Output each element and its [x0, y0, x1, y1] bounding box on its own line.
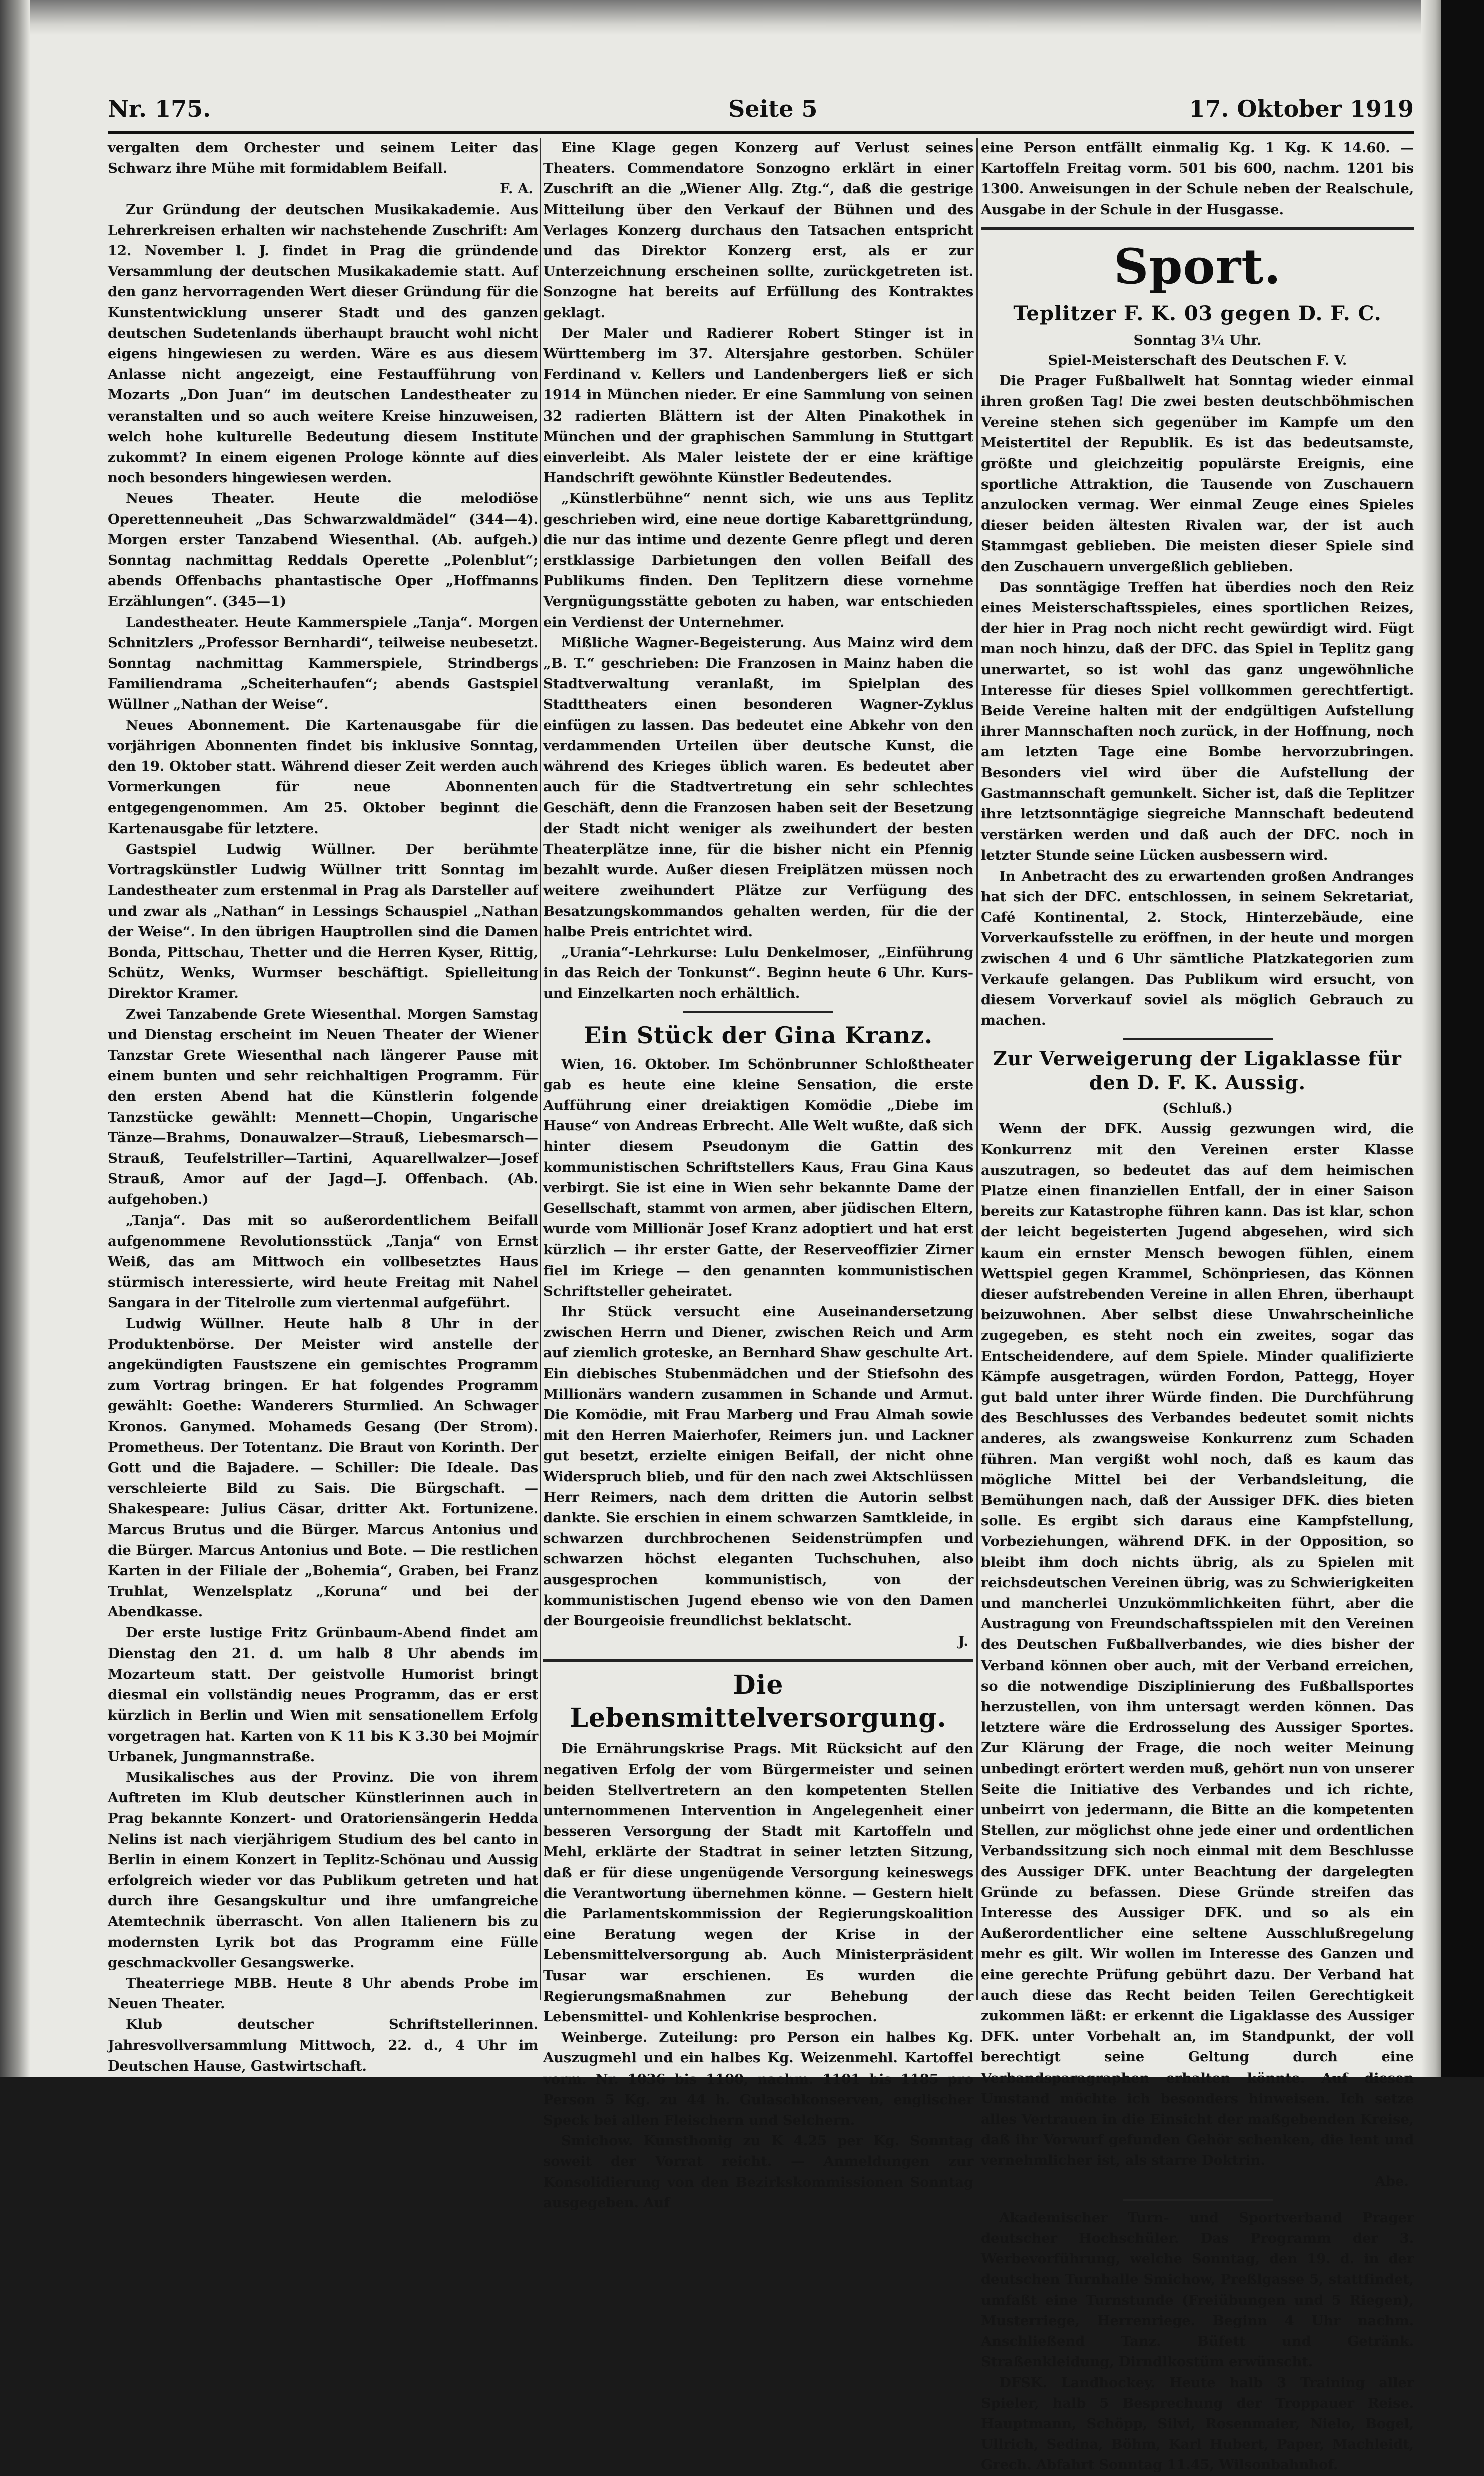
page-number: Seite 5 — [728, 95, 818, 122]
author-signature: Abe. — [1375, 2173, 1409, 2189]
article-paragraph: Das sonntägige Treffen hat überdies noch den Reiz eines Meisterschaftsspieles, eines sportlichen Reizes, der hier in Prag noch nicht recht gewürdigt wird. Fügt man noch hinzu, daß der DFC. das Spiel in Teplitz gang unerwartet, so ist wohl das ganz ungewöhnliche Interesse für dieses Spiel vollkommen gerechtfertigt. Beide Vereine halten mit der endgültigen Aufstellung ihrer Mannschaften noch zurück, in der Hoffnung, noch am letzten Tage eine Bombe hervorzubringen. Besonders viel wird über die Aufstellung der Gastmannschaft gemunkelt. Sicher ist, daß die Teplitzer ihre letztsonntägige siegreiche Mannschaft bedeutend verstärken werden und daß auch der DFC. noch in letzter Stunde seine Lücken ausbessern wird. — [981, 579, 1414, 864]
separator-rule — [981, 227, 1414, 230]
article-subtitle: (Schluß.) — [1162, 1101, 1233, 1117]
article-subtitle: Spiel-Meisterschaft des Deutschen F. V. — [1048, 352, 1347, 368]
news-item: Klub deutscher Schriftstellerinnen. Jahresvollversammlung Mittwoch, 22. d., 4 Uhr im Deutschen Hause, Gastwirtschaft. — [108, 2016, 538, 2074]
news-item: „Urania“-Lehrkurse: Lulu Denkelmoser, „Einführung in das Reich der Tonkunst“. Beginn heute 6 Uhr. Kurs- und Einzelkarten noch erhältlich. — [543, 944, 973, 1002]
article-paragraph: Ihr Stück versucht eine Auseinandersetzung zwischen Herrn und Diener, zwischen Reich und Arm auf ziemlich groteske, an Bernhard Shaw geschulte Art. Ein diebisches Stubenmädchen und der Stiefsohn des Millionärs wandern zusammen in Schande und Armut. Die Komödie, mit Frau Marberg und Frau Almah sowie mit den Herren Maierhofer, Reimers jun. und Lackner gut besetzt, erzielte einigen Beifall, der nicht ohne Widerspruch blieb, und für den nach zwei Aktschlüssen Herr Reimers, nach dem dritten die Autorin selbst dankte. Sie erschien in einem schwarzen Samtkleide, in schwarzen durchbrochenen Seidenstrümpfen und schwarzen höchst eleganten Tuchschuhen, also ausgesprochen kommunistisch, von der kommunistischen Jugend ebenso wie von den Damen der Bourgeoisie freundlichst beklatscht. — [543, 1303, 973, 1629]
separator-rule — [543, 1659, 973, 1662]
news-item: Theaterriege MBB. Heute 8 Uhr abends Probe im Neuen Theater. — [108, 1975, 538, 2012]
article-headline: Zur Verweigerung der Ligaklasse für den D. F. K. Aussig. — [993, 1047, 1402, 1094]
scan-edge-right — [1441, 0, 1484, 2077]
article-paragraph: Wenn der DFK. Aussig gezwungen wird, die Konkurrenz mit den Vereinen erster Klasse auszutragen, so bedeutet das auf dem heimischen Platze einen finanziellen Entfall, der in einer Saison bereits zur Katastrophe führen kann. Das ist klar, schon der leicht begeisterten Jugend abgesehen, wird sich kaum ein ernster Mensch bewogen fühlen, einem Wettspiel gegen Krammel, Schönpriesen, das Können dieser aufstrebenden Vereine in allen Ehren, überhaupt beizuwohnen. Aber selbst diese Unwahrscheinliche zugegeben, es steht noch ein zweites, sogar das Entscheidendere, auf dem Spiele. Minder qualifizierte Kämpfe ausgetragen, würden Fordon, Pattegg, Hoyer gut bald unter ihrer Würde finden. Die Durchführung des Beschlusses des Verbandes bedeutet somit nichts anderes, als zwangsweise Konkurrenz zum Schaden führen. Man vergißt wohl noch, daß es kaum das mögliche Mittel bei der Verbandsleitung, die Bemühungen nach, daß der Aussiger DFK. dies bieten solle. Es ergibt sich daraus eine Kampfstellung, Vorbeziehungen, während DFK. in der Opposition, so bleibt ihm doch nichts übrig, als zu Spielen mit reichsdeutschen Vereinen übrig, was zu Schwierigkeiten und mancherlei Unzukömmlichkeiten führt, aber die Austragung von Freundschaftsspielen mit den Vereinen des Deutschen Fußballverbandes, wie dies bisher der Verband können ober auch, mit der Verband erreichen, so die notwendige Disziplinierung des Fußballsportes herzustellen, von ihm untersagt werden können. Das letztere wäre die Erdrosselung des Aussiger Sportes. Zur Klärung der Frage, die noch weiter Meinung unbedingt erörtert werden muß, gehört nun von unserer Seite die Initiative des Verbandes und ich richte, unbeirrt von jedermann, die Bitte an die kompetenten Stellen, zur möglichst ohne jede einer und ordentlichen Verbandssitzung sich noch einmal mit dem Beschlusse des Aussiger DFK. unter Beachtung der dargelegten Gründe zu befassen. Diese Gründe streifen das Interesse des Aussiger DFK. und so als ein Außerordentlicher eine seltene Ausschlußregelung mehr es gilt. Wir wollen im Interesse des Ganzen und eine gerechte Prüfung gebührt dazu. Der Verband hat auch diese das Recht beiden Teilen Gerechtigkeit zukommen läßt: er erkennt die Ligaklasse des Aussiger DFK. unter Vorbehalt an, im Standpunkt, der voll berechtigt seine Geltung durch eine Verbandsparagraphen erhalten könnte. Auf diesen Umstand möchte ich besonders hinweisen. Ich setze alles Vertrauen in die Einsicht der maßgebenden Kreise, daß ihr Vorwurf gefunden Gehör schenken, die lent und vernehmlicher ist, als starre Doktrin. — [981, 1121, 1414, 2169]
news-item: Neues Theater. Heute die melodiöse Operettenneuheit „Das Schwarzwaldmädel“ (344—4). Morgen erster Tanzabend Wiesenthal. (Ab. aufgeh.) Sonntag nachmittag Reddals Operette „Polenblut“; abends Offenbachs phantastische Oper „Hoffmanns Erzählungen“. (345—1) — [108, 490, 538, 610]
column-divider — [540, 138, 541, 2000]
page-header — [108, 95, 1414, 130]
news-item: Der Maler und Radierer Robert Stinger ist in Württemberg im 37. Altersjahre gestorben. Schüler Ferdinand v. Kellers und Landenbergers ließ er sich 1914 in München nieder. Er eine Sammlung von seinen 32 radierten Blättern ist der Alten Pinakothek in München und der graphischen Sammlung in Stuttgart einverleibt. Als Maler leistete der er eine kräftige Handschrift gewöhnte Künstler Bedeutendes. — [543, 325, 973, 486]
column-1 — [108, 138, 538, 2074]
scan-edge-top — [0, 0, 1484, 35]
article-paragraph: Smichow. Kunsthonig zu K 4.25 per Kg. Sonntag soweit der Vorrat reicht. — Anmeldungen zur Konsolidierung von den Bezirkskommissionen Sonntag ausgegeben. Auf — [543, 2133, 973, 2211]
news-item: Mißliche Wagner-Begeisterung. Aus Mainz wird dem „B. T.“ geschrieben: Die Franzosen in Mainz haben die Stadtverwaltung veranlaßt, im Spielplan des Stadttheaters einen besonderen Wagner-Zyklus einfügen zu lassen. Das bedeutet eine Abkehr von den verdammenden Urteilen über deutsche Kunst, die während des Krieges üblich waren. Es bedeutet aber auch für die Stadtvertretung ein sehr schlechtes Geschäft, denn die Franzosen haben seit der Besetzung der Stadt nicht weniger als zweihundert der besten Theaterplätze inne, für die bisher nicht ein Pfennig bezahlt wurde. Außer diesen Freiplätzen müssen noch weitere zweihundert Plätze zur Verfügung des Besatzungskommandos gehalten werden, für die der halbe Preis entrichtet wird. — [543, 634, 973, 940]
news-item: Gastspiel Ludwig Wüllner. Der berühmte Vortragskünstler Ludwig Wüllner tritt Sonntag im Landestheater zum erstenmal in Prag als Darsteller auf und zwar als „Nathan“ in Lessings Schauspiel „Nathan der Weise“. In den übrigen Hauptrollen sind die Damen Bonda, Pittschau, Thetter und die Herren Kyser, Rittig, Schütz, Wenks, Wurmser beschäftigt. Spielleitung Direktor Kramer. — [108, 841, 538, 1002]
news-item: Neues Abonnement. Die Kartenausgabe für die vorjährigen Abonnenten findet bis inklusive Sonntag, den 19. Oktober statt. Während dieser Zeit werden auch Vormerkungen für neue Abonnenten entgegengenommen. Am 25. Oktober beginnt die Kartenausgabe für letztere. — [108, 717, 538, 837]
news-item: „Tanja“. Das mit so außerordentlichem Beifall aufgenommene Revolutionsstück „Tanja“ von Ernst Weiß, das am Mittwoch ein vollbesetztes Haus stürmisch interessierte, wird heute Freitag mit Nahel Sangara in der Titelrolle zum viertenmal aufgeführt. — [108, 1212, 538, 1311]
author-signature: J. — [958, 1633, 968, 1650]
news-item: Zur Gründung der deutschen Musikakademie. Aus Lehrerkreisen erhalten wir nachstehende Zuschrift: Am 12. November l. J. findet in Prag die gründende Versammlung der deutschen Musikakademie statt. Auf den ganz hervorragenden Wert dieser Gründung für die Kunstentwicklung unserer Stadt und des ganzen deutschen Sudetenlands überhaupt braucht wohl nicht eigens hingewiesen zu werden. Wäre es aus diesem Anlasse nicht angezeigt, eine Festaufführung von Mozarts „Don Juan“ im deutschen Landestheater zu veranstalten und so auch weitere Kreise hinzuweisen, welch hohe kulturelle Bedeutung diesem Institute zukommt? In einem eigenen Prologe könnte auf dies noch besonders hingewiesen werden. — [108, 201, 538, 486]
article-headline: Ein Stück der Gina Kranz. — [583, 1021, 933, 1049]
issue-number: Nr. 175. — [108, 95, 211, 122]
article-subtitle: Sonntag 3¼ Uhr. — [1133, 332, 1262, 348]
article-paragraph: Die Prager Fußballwelt hat Sonntag wieder einmal ihren großen Tag! Die zwei besten deutschböhmischen Vereine stehen sich gegenüber im Kampfe um den Meistertitel der Republik. Es ist das bedeutsamste, größte und gleichzeitig populärste Ereignis, eine sportliche Attraktion, die Tausende von Zuschauern anzulocken vermag. Wer einmal Zeuge eines Spieles dieser beiden ältesten Rivalen war, der ist auch Stammgast geblieben. Die meisten dieser Spiele sind den Zuschauern unvergeßlich geblieben. — [981, 372, 1414, 575]
news-item: Eine Klage gegen Konzerg auf Verlust seines Theaters. Commendatore Sonzogno erklärt in einer Zuschrift an die „Wiener Allg. Ztg.“, daß die gestrige Mitteilung über den Verkauf der Bühnen und des Verlages Konzerg durchaus den Tatsachen entspricht und das Direktor Konzerg erst, als er zur Unterzeichnung erscheinen sollte, zurückgetreten ist. Sonzogne hat bereits auf Erfüllung des Kontraktes geklagt. — [543, 140, 973, 321]
separator-rule — [1123, 2199, 1273, 2201]
separator-rule — [683, 1011, 833, 1013]
column-divider — [976, 138, 978, 2000]
column-3 — [981, 138, 1414, 2473]
article-headline: Die Lebensmittelversorgung. — [570, 1670, 947, 1734]
section-title: Sport. — [1114, 238, 1281, 295]
article-paragraph: In Anbetracht des zu erwartenden großen Andranges hat sich der DFC. entschlossen, in seinem Sekretariat, Café Kontinental, 2. Stock, Hinterzebäude, eine Vorverkaufsstelle zu eröffnen, in der heute und morgen zwischen 4 und 6 Uhr sämtliche Platzkategorien zum Verkaufe gelangen. Das Publikum wird ersucht, von diesem Vorverkauf soviel als möglich Gebrauch zu machen. — [981, 868, 1414, 1029]
news-item: Ludwig Wüllner. Heute halb 8 Uhr in der Produktenbörse. Der Meister wird anstelle der angekündigten Faustszene ein gemischtes Programm zum Vortrag bringen. Er hat folgendes Programm gewählt: Goethe: Wanderers Sturmlied. An Schwager Kronos. Ganymed. Mohameds Gesang (Der Strom). Prometheus. Der Totentanz. Die Braut von Korinth. Der Gott und die Bajadere. — Schiller: Die Ideale. Das verschleierte Bild zu Sais. Die Bürgschaft. — Shakespeare: Julius Cäsar, dritter Akt. Fortunizene. Marcus Brutus und die Bürger. Marcus Antonius und die Bürger. Marcus Antonius und Bote. — Die restlichen Karten in der Filiale der „Bohemia“, Graben, bei Franz Truhlat, Wenzelsplatz „Koruna“ und bei der Abendkasse. — [108, 1315, 538, 1620]
article-headline: Teplitzer F. K. 03 gegen D. F. C. — [1013, 301, 1382, 325]
column-2 — [543, 138, 973, 2211]
article-paragraph: Weinberge. Zuteilung: pro Person ein halbes Kg. Auszugmehl und ein halbes Kg. Weizenmehl. Kartoffel vorm. Nr. 1036 bis 1100, nachm. 1101 bis 1185 pro Person 5 Kg. zu 44 h. Gulaschkonserven, englischer Speck bei allen Fleischern und Selchern. — [543, 2029, 973, 2129]
author-signature: F. A. — [500, 181, 533, 197]
news-item: Akademischer Turn- und Sportverband Prager deutscher Hochschüler. Das Programm der 3. Werbevorführung, welche Sonntag, den 19. d. in der deutschen Turnhalle Smichow, Preßlgasse 5, stattfindet, umfaßt eine Turnstunde (Freiübungen und 5 Riegen), Musterriege, Herrenriege. Beginn 4 Uhr nachm. Anschließend Tanz. Büfett und Getränk. Straßenkleidung, Dirndlkostüm erwünscht. — [981, 2209, 1414, 2370]
news-item: Der erste lustige Fritz Grünbaum-Abend findet am Dienstag den 21. d. um halb 8 Uhr abends im Mozarteum statt. Der geistvolle Humorist bringt diesmal ein vollständig neues Programm, das er erst kürzlich in Berlin und Wien mit sensationellem Erfolg vorgetragen hat. Karten von K 11 bis K 3.30 bei Mojmír Urbanek, Jungmannstraße. — [108, 1624, 538, 1765]
news-item: „Künstlerbühne“ nennt sich, wie uns aus Teplitz geschrieben wird, eine neue dortige Kabarettgründung, die nur das intime und dezente Genre pflegt und deren erstklassige Darbietungen den vollen Beifall des Publikums finden. Den Teplitzern diese vornehme Vergnügungsstätte geboten zu haben, war entschieden ein Verdienst der Unternehmer. — [543, 490, 973, 630]
article-paragraph: Die Ernährungskrise Prags. Mit Rücksicht auf den negativen Erfolg der vom Bürgermeister und seinen beiden Stellvertretern an den kompetenten Stellen unternommenen Intervention in Angelegenheit einer besseren Versorgung der Stadt mit Kartoffeln und Mehl, erklärte der Stadtrat in seiner letzten Sitzung, daß er für diese ungenügende Versorgung keineswegs die Verantwortung übernehmen könne. — Gestern hielt die Parlamentskommission der Regierungskoalition eine Beratung wegen der Krise in der Lebensmittelversorgung ab. Auch Ministerpräsident Tusar war erschienen. Es wurden die Regierungsmaßnahmen zur Behebung der Lebensmittel- und Kohlenkrise besprochen. — [543, 1741, 973, 2025]
news-item: Musikalisches aus der Provinz. Die von ihrem Auftreten im Klub deutscher Künstlerinnen auch in Prag bekannte Konzert- und Oratoriensängerin Hedda Nelins ist nach vierjährigem Studium des bel canto in Berlin in einem Konzert in Teplitz-Schönau und Aussig erfolgreich wieder vor das Publikum getreten und hat durch ihre Gesangskultur und ihre umfangreiche Atemtechnik überrascht. Von allen Italienern bis zu modernsten Lyrik bot das Programm eine Fülle geschmackvoller Gesangswerke. — [108, 1769, 538, 1971]
news-item: Zwei Tanzabende Grete Wiesenthal. Morgen Samstag und Dienstag erscheint im Neuen Theater der Wiener Tanzstar Grete Wiesenthal nach längerer Pause mit einem bunten und sehr reichhaltigen Programm. Für den ersten Abend hat die Künstlerin folgende Tanzstücke gewählt: Mennett—Chopin, Ungarische Tänze—Brahms, Donauwalzer—Strauß, Liebesmarsch—Strauß, Teufelstriller—Tartini, Aquarellwalzer—Josef Strauß, Amor auf der Jagd—J. Offenbach. (Ab. aufgehoben.) — [108, 1006, 538, 1208]
article-paragraph: Wien, 16. Oktober. Im Schönbrunner Schloßtheater gab es heute eine kleine Sensation, die erste Aufführung einer dreiaktigen Komödie „Diebe im Hause“ von Andreas Erbrecht. Alle Welt wußte, daß sich hinter diesem Pseudonym die Gattin des kommunistischen Schriftstellers Kaus, Frau Gina Kaus verbirgt. Sie ist eine in Wien sehr bekannte Dame der Gesellschaft, stammt von armen, aber jüdischen Eltern, wurde vom Millionär Josef Kranz adoptiert und hat erst kürzlich — ihr erster Gatte, der Reserveoffizier Zirner fiel im Kriege — den genannten kommunistischen Schriftsteller geheiratet. — [543, 1056, 973, 1299]
paragraph: eine Person entfällt einmalig Kg. 1 Kg. K 14.60. — Kartoffeln Freitag vorm. 501 bis 600, nachm. 1201 bis 1300. Anweisungen in der Schule neben der Realschule, Ausgabe in der Schule in der Husgasse. — [981, 140, 1414, 218]
separator-rule — [1123, 1038, 1273, 1040]
paragraph: vergalten dem Orchester und seinem Leiter das Schwarz ihre Mühe mit formidablem Beifall. — [108, 140, 538, 177]
issue-date: 17. Oktober 1919 — [1189, 95, 1414, 122]
scan-edge-shadow — [1421, 0, 1441, 2077]
news-item: Landestheater. Heute Kammerspiele „Tanja“. Morgen Schnitzlers „Professor Bernhardi“, teilweise neubesetzt. Sonntag nachmittag Kammerspiele, Strindbergs Familiendrama „Scheiterhaufen“; abends Gastspiel Wüllner „Nathan der Weise“. — [108, 614, 538, 713]
scan-edge-left — [0, 0, 30, 2077]
header-rule — [108, 131, 1414, 134]
news-item: DFSK. Landhockey. Heute halb 3 Training aller Spieler, halb 5 Besprechung der Troppauer Reise. Hauptmann, Schöpp, Silvi, Rosenmaier, Nielo, Bogel, Ullrich, Sedina, Böhm, Karl Hubert, Paper, Machleidt, Grech. Abfahrt Sonntag 11.45, Wilsonbahnhof. — [981, 2374, 1414, 2473]
